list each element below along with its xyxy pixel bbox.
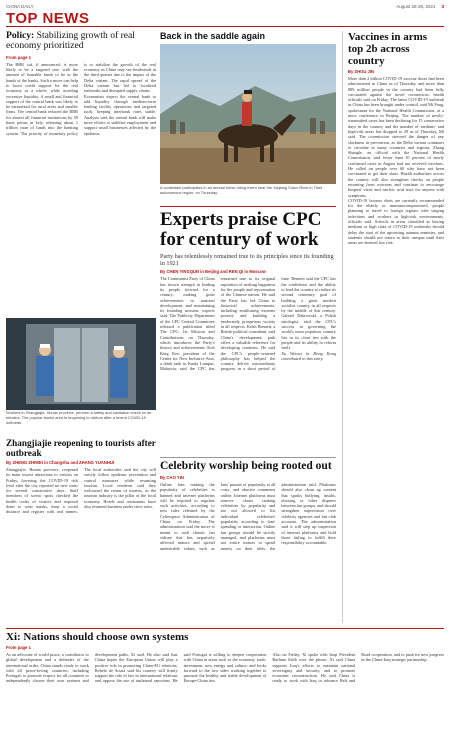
page-number: 3 xyxy=(441,3,444,9)
saddle-article xyxy=(160,31,336,43)
vaccines-byline: By ZHOU JIN xyxy=(348,69,375,74)
vaccines-body-text: More than 2 billion COVID-19 vaccine doses had been administered in China as of Thursday, and more than 889 million people in the country had been fully vaccinated against the novel coronavirus, health officials said on Friday. The latest COVID-19 outbreak in China has been brought under control, said Mi Feng, spokesman for the National Health Commission, at a news conference in Beijing. The number of newly-transmitted cases has been declining for 15 consecutive days in the country and the number of medium- and high-risk areas has dropped to 29 as of Thursday, Mi said. The commission stressed the danger of any slackness in prevention, as the Delta variant continues to circulate in many countries and regions. Zhang Shangle, an official with the National Health Commission, said fewer than 10 percent of newly confirmed cases in August had not received vaccines. He called on people over 60 who have not been vaccinated to get their shots. Health authorities across the country will also strengthen checks on people returning from overseas and continue to encourage hospital visits and nucleic acid tests for anyone with symptoms. xyxy=(348,76,444,198)
paper-name: CHINA DAILY xyxy=(6,3,34,9)
policy-headline xyxy=(6,31,156,52)
xi-body xyxy=(6,652,444,742)
vaccines-body xyxy=(348,76,444,246)
experts-body xyxy=(160,276,336,446)
policy-kicker: Policy: xyxy=(6,31,35,41)
celebrity-headline: Celebrity worship being rooted out xyxy=(160,460,332,472)
experts-article xyxy=(160,206,336,454)
celebrity-body-text: Online fans ranking the popularity of celebrities is banned and internet platforms will be required to regulate such activities, according to new rules released by the Cyberspace Administration of China on Friday. The administration said the move is meant to curb chaotic fan culture that has negatively affected minors and spread undesirable values, such as fans' pursuit of popularity at all costs, and abusive comments online. Internet platforms must remove charts ranking celebrities by popularity and are not allowed to list individual celebrities' popularity according to fans' spending or interaction. Online fan groups should be strictly managed, and platforms must not entice minors to spend money on their idols, the administration said. Platforms should also clean up content that sparks bullying, insults, doxxing or other disputes between fan groups, and should strengthen supervision over celebrity agencies and fan club accounts. The administration said it will step up inspection of internet platforms and hold those failing to fulfill their responsibility accountable. xyxy=(160,482,336,551)
xi-body-text-2: Also on Friday, Xi spoke with Iraqi President Barham Salih over the phone. Xi said China supports Iraq's efforts to maintain national sovereignty and security, and to promote economic reconstruction. He said China is ready to work with Iraq to advance Belt and Road cooperation, and to push for new progress in the China-Iraq strategic partnership. xyxy=(272,652,444,684)
celebrity-byline: By CAO YIN xyxy=(160,475,184,480)
horse-riding-photo xyxy=(160,44,336,184)
page-topbar xyxy=(6,2,444,10)
experts-note: Xu Weiwei in Hong Kong contributed to this story. xyxy=(281,350,336,361)
zhangjiajie-body-text: Zhangjiajie, Hunan province, reopened its main tourist attractions to visitors on Friday, lowering the COVID-19 risk level after the city reported no new cases for several consecutive days. Staff members of scenic spots checked the health codes of visitors and required them to wear masks, keep a social distance and register with real names. The local authorities said the city will strictly follow epidemic prevention and control measures while resuming tourism. Local residents said they welcomed the return of tourists, as the tourism industry is the pillar of the local economy. Hotels and restaurants have also resumed business under strict rules. xyxy=(6,467,156,515)
policy-article xyxy=(6,31,156,315)
xi-article xyxy=(6,628,444,745)
experts-byline: By CHEN YINGQUN in Beijing and REN QI in Moscow xyxy=(160,269,266,275)
saddle-caption xyxy=(160,186,336,198)
policy-body xyxy=(6,62,156,302)
celebrity-body xyxy=(160,482,336,618)
elevator-check-image xyxy=(6,318,156,410)
policy-headline-text: Stabilizing growth of real economy prioritized xyxy=(6,31,135,52)
workers-caption xyxy=(6,411,156,435)
policy-from: From page 1 xyxy=(6,54,31,60)
section-title: TOP NEWS xyxy=(6,10,90,27)
zhangjiajie-body xyxy=(6,467,156,617)
saddle-caption-text: A contestant participates in an annual horse riding event near the Yaqiang Sutuo River in Tibet autonomous region, on Thursday. xyxy=(160,186,323,195)
xi-headline: Xi: Nations should choose own systems xyxy=(6,631,189,643)
workers-caption-text: Workers in Zhangjiajie, Hunan province, perform a safety and sanitation check on an elevator. The popular tourist area is reopening to visitors after a recent COVID-19 outbreak. xyxy=(6,411,152,425)
vaccines-body-text-2: COVID-19 booster shots are currently recommended for the elderly or immunocompromised, people planning to travel to foreign regions with surging infections and workers in high-risk environments, officials said. Schools in areas classified as having medium or high risks of COVID-19 outbreaks should delay the start of the upcoming autumn semester, and students should not return to their campus until their areas are deemed low risk. xyxy=(348,197,444,246)
horse-riding-image xyxy=(160,44,336,184)
policy-body-text-2: Economists expect the central bank to add liquidity through medium-term lending facility operations and targeted tools, keeping interbank rates stable. Analysts said the central bank will make more efforts to stabilize employment and support small businesses affected by the epidemic. xyxy=(84,93,156,136)
zhangjiajie-byline: By ZHENG ZHIWEI in Changsha and ZHANG YUANHUI xyxy=(6,460,115,465)
zhangjiajie-photo xyxy=(6,318,156,410)
saddle-headline: Back in the saddle again xyxy=(160,31,266,41)
section-masthead xyxy=(6,11,444,27)
experts-body-text: The Communist Party of China has shown strength in leading its people forward for a century, making great achievements in national development, and maintaining its founding mission, experts said. The Publicity Department of the CPC Central Committee released a publication titled The CPC: Its Mission and Contributions on Thursday, which introduces the Party's history and achievements. Koh King Kee, president of the Center for New Inclusive Asia, a think tank in Kuala Lumpur, Malaysia, said the CPC has remained true to its original aspiration of seeking happiness for the people and rejuvenation of the Chinese nation. He said the Party has led China to historical achievements, including eradicating extreme poverty and building a moderately prosperous society in all respects. Keith Bennett, a British political consultant, said China's development path offers a valuable reference for developing countries. He said the CPC's people-centered philosophy has helped the country deliver extraordinary progress in a short period of time. Bennett said the CPC has the confidence and the ability to lead the country to realize its second centenary goal of building a great modern socialist country in all respects by the middle of this century. Gabriel Dabrowski, a Polish sinologist, said the CPC's success in governing the world's most populous country lies in its close ties with the people and its ability to reform itself. xyxy=(160,276,336,372)
experts-subhead: Party has relentlessly remained true to its principles since its founding in 1921 xyxy=(160,253,334,268)
xi-from: From page 1 xyxy=(6,645,31,650)
xi-body-text: As an advocate of world peace, a contributor to global development and a defender of the international order, China stands ready to work with all peace-loving countries, including Portugal, to promote respect for all countries to independently choose their own systems and development paths, Xi said. He also said that China hopes the European Union will play a positive role in promoting China-EU relations. Rebelo de Sousa said his country will firmly support the rule of law in international relations and oppose the use of unilateral sanctions. He said Portugal is willing to deepen cooperation with China in areas such as the economy, trade, investment, new energy and culture, and looks forward to the two sides working together to promote the healthy and stable development of Europe-China ties. xyxy=(6,652,267,684)
zhangjiajie-headline: Zhangjiajie reopening to tourists after outbreak xyxy=(6,438,156,458)
policy-body-text: The RRR cut, if announced, is more likely to be a targeted one, with the amount of loanable funds to be in the hands of the banks. Such a move can help to boost credit support for the real economy as a whole, while avoiding excessive liquidity. A small and financial support of the central bank was likely to be earmarked for rural areas and smaller firms. The central bank reduced the RRR for almost all financial institutions by 50 basis points in July, releasing about 1 trillion yuan of funds into the banking system. The priority of monetary policy is to stabilize the growth of the real economy as China may see headwinds in the third quarter due to the impact of the Delta variant. The rapid spread of the Delta variant has led to localized outbreaks and disrupted supply chains. xyxy=(6,61,156,136)
zhangjiajie-article xyxy=(6,438,156,626)
date-label: August 26-28, 2021 xyxy=(396,3,436,9)
vaccines-headline: Vaccines in arms top 2b across country xyxy=(348,31,428,67)
experts-headline: Experts praise CPC for century of work xyxy=(160,209,322,250)
celebrity-article xyxy=(160,457,336,625)
vaccines-article xyxy=(342,31,444,623)
